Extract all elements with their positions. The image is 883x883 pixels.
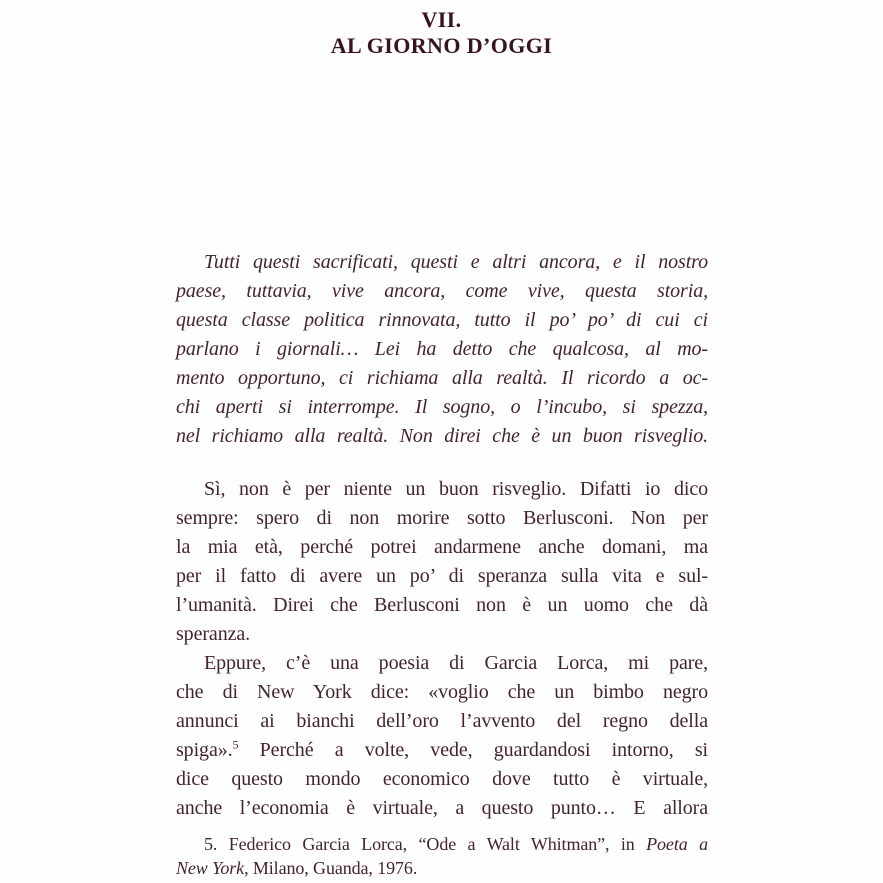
text-segment: spiga».: [176, 739, 233, 761]
body-paragraph-1: [176, 475, 708, 649]
text-line: che di New York dice: «voglio che un bimbo negro: [176, 681, 708, 703]
text-line: paese, tuttavia, vive ancora, come vive, questa storia,: [176, 280, 708, 302]
text-line: l’umanità. Direi che Berlusconi non è un uomo che dà: [176, 594, 708, 616]
text-line: dice questo mondo economico dove tutto è virtuale,: [176, 768, 708, 790]
footnote-text: 5. Federico Garcia Lorca, “Ode a Walt Whitman”, in: [204, 834, 647, 854]
text-line: mento opportuno, ci richiama alla realtà. Il ricordo a oc-: [176, 367, 708, 389]
italic-quote-paragraph: [176, 248, 708, 451]
footnote-reference: 5: [232, 737, 239, 752]
text-line: Eppure, c’è una poesia di Garcia Lorca, mi pare,: [204, 652, 708, 674]
text-line: chi aperti si interrompe. Il sogno, o l’incubo, si spezza,: [176, 396, 708, 418]
text-line: per il fatto di avere un po’ di speranza sulla vita e sul-: [176, 565, 708, 587]
footnote-text: , Milano, Guanda, 1976.: [244, 858, 418, 878]
text-line: parlano i giornali… Lei ha detto che qualcosa, al mo-: [176, 338, 708, 360]
text-line: anche l’economia è virtuale, a questo punto… E allora: [176, 797, 708, 819]
text-line: nel richiamo alla realtà. Non direi che è un buon risveglio.: [176, 425, 708, 447]
chapter-number: VII.: [421, 7, 462, 32]
text-line: speranza.: [176, 623, 251, 645]
text-line-with-footnote-ref: [176, 736, 708, 765]
paragraph-spacer: [176, 451, 708, 475]
text-line: questa classe politica rinnovata, tutto il po’ po’ di cui ci: [176, 309, 708, 331]
page-text: [176, 248, 708, 880]
body-paragraph-2: [176, 649, 708, 823]
text-line: sempre: spero di non morire sotto Berlusconi. Non per: [176, 507, 708, 529]
footnote-book-title-part1: Poeta a: [646, 834, 708, 854]
text-line: Sì, non è per niente un buon risveglio. Difatti io dico: [204, 478, 708, 500]
footnote-line: [176, 856, 708, 880]
footnote: [176, 832, 708, 880]
chapter-heading: [0, 7, 883, 59]
footnote-line: [176, 832, 708, 856]
text-line: la mia età, perché potrei andarmene anche domani, ma: [176, 536, 708, 558]
chapter-title: AL GIORNO D’OGGI: [330, 33, 553, 58]
text-segment: Perché a volte, vede, guardandosi intorno, si: [238, 739, 708, 761]
text-line: annunci ai bianchi dell’oro l’avvento del regno della: [176, 710, 708, 732]
text-line: Tutti questi sacrificati, questi e altri ancora, e il nostro: [204, 251, 708, 273]
footnote-book-title-part2: New York: [176, 858, 245, 878]
